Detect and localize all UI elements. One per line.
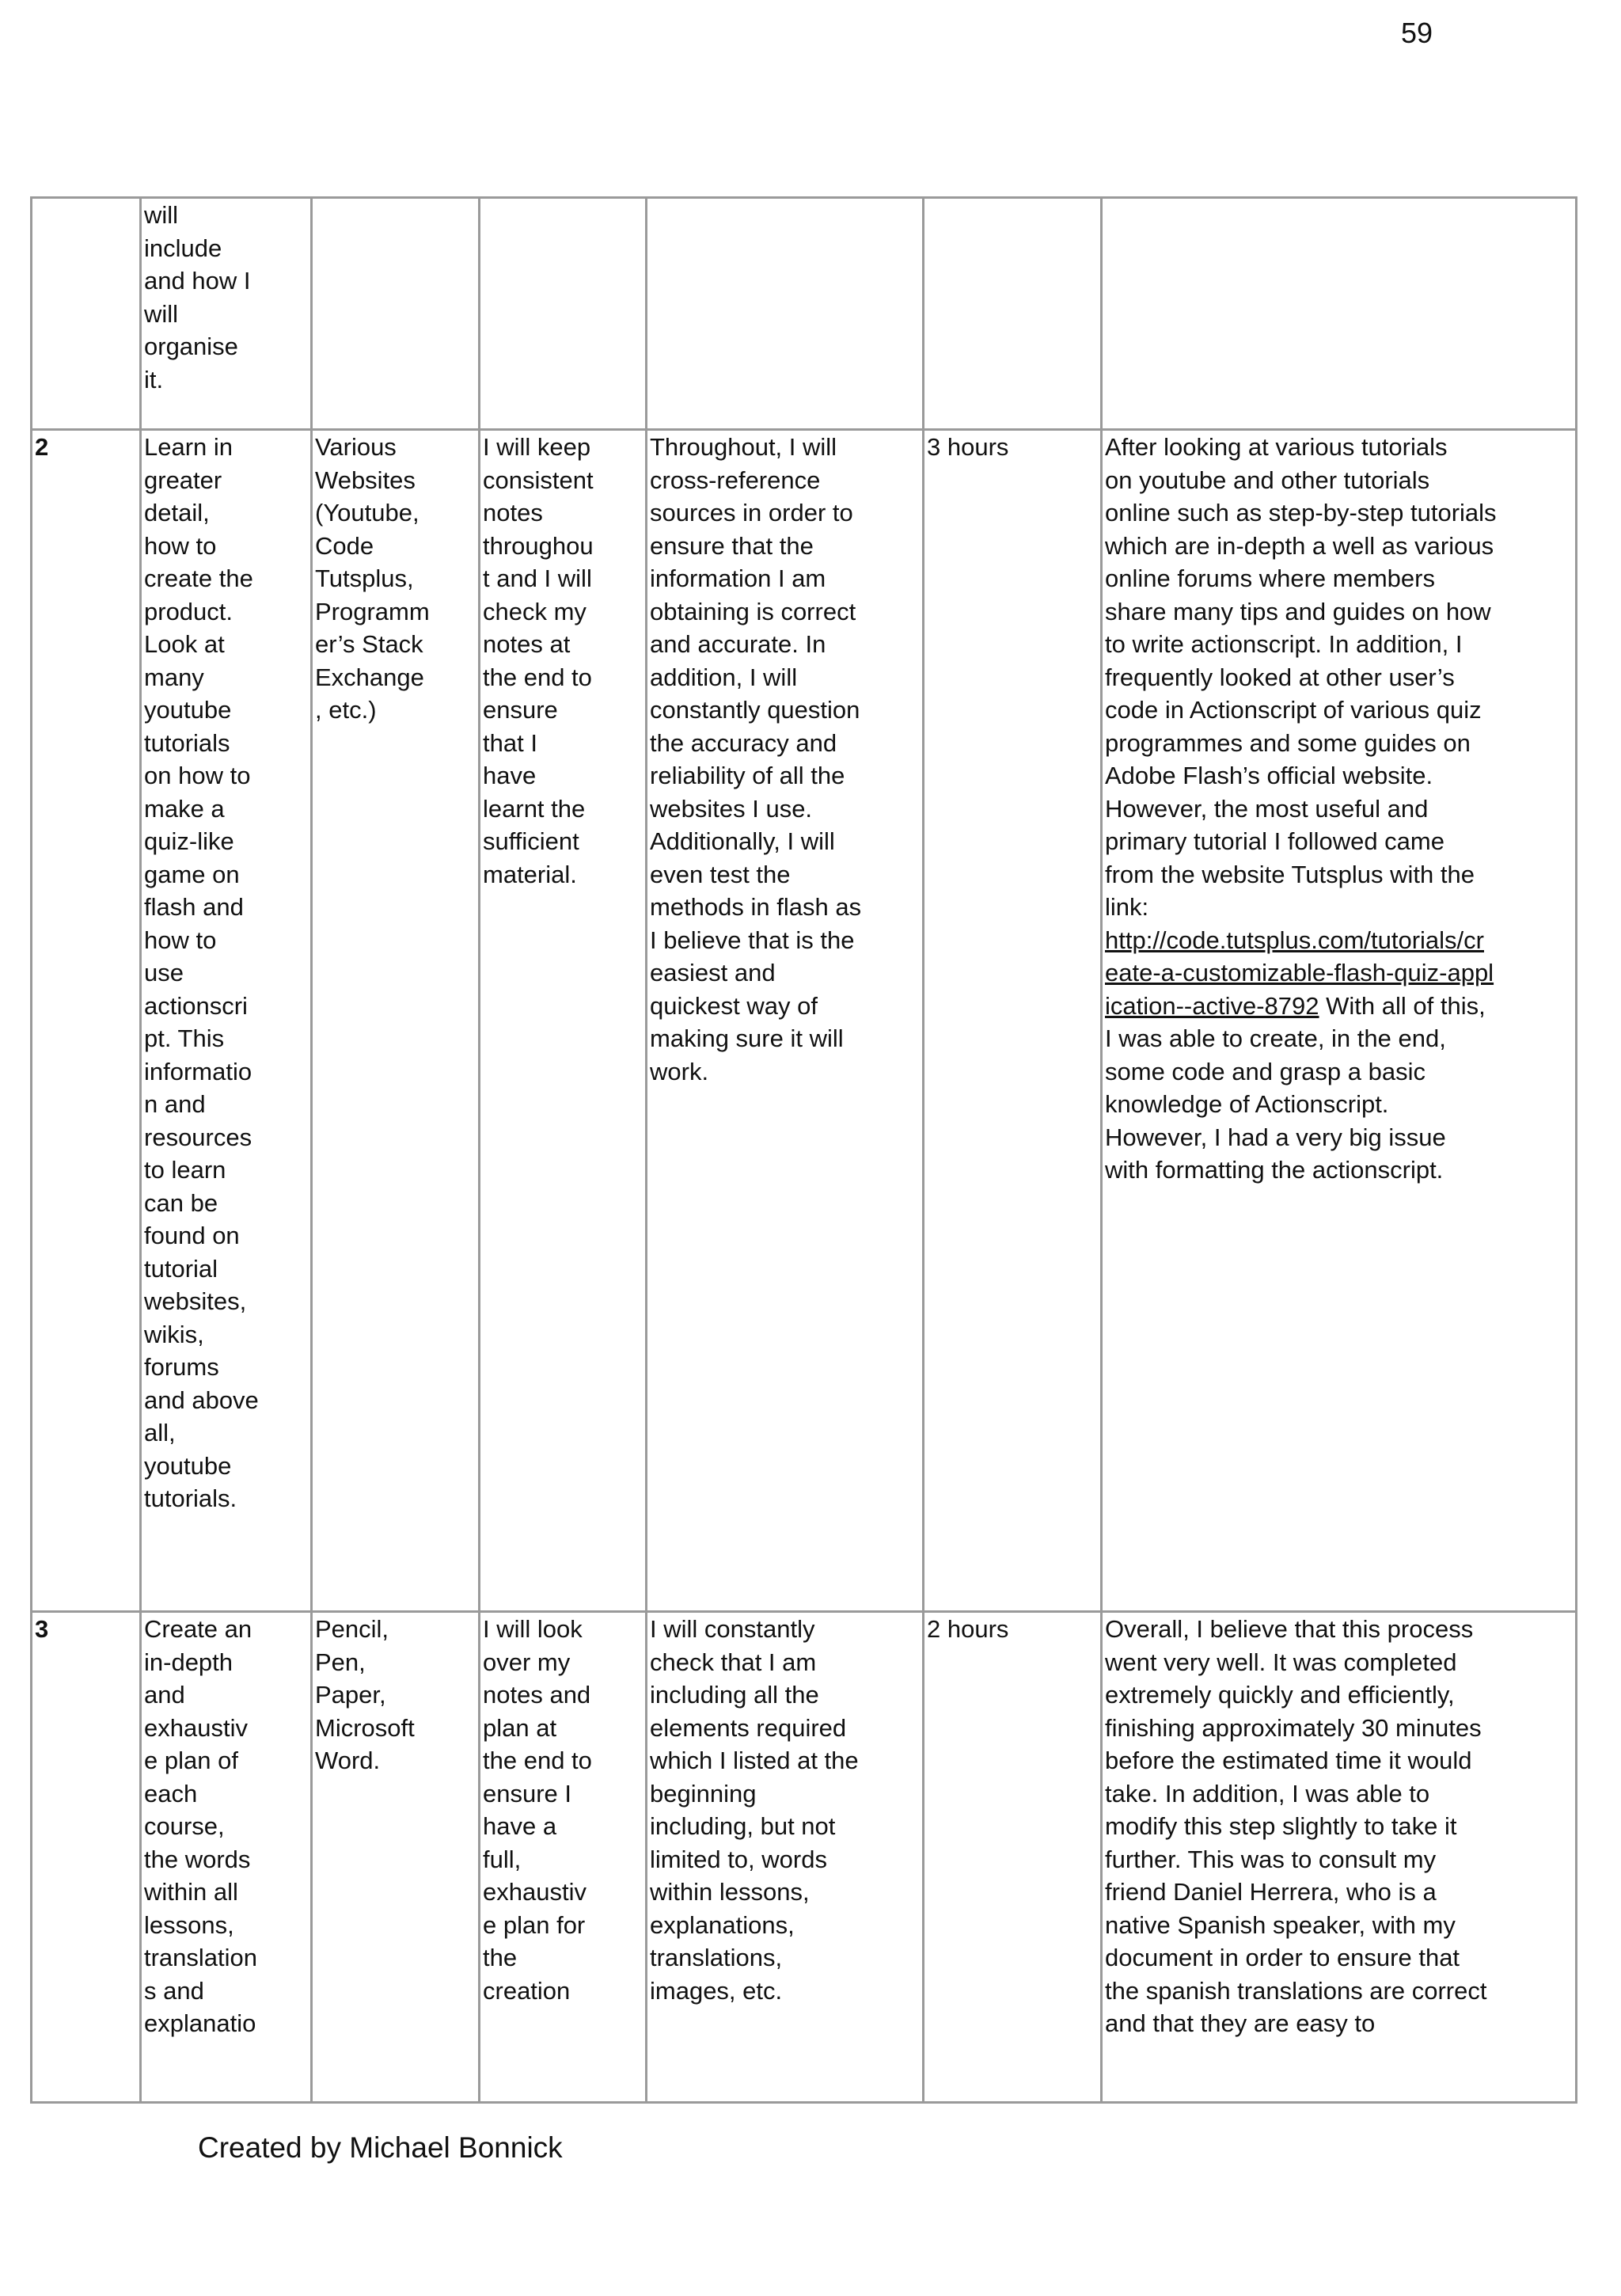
time-estimate: 2 hours [927, 1615, 1009, 1643]
checking-cell [480, 198, 647, 430]
quality-cell [647, 198, 924, 430]
checking-text: I will look over my notes and plan at the end to ensure I have a full, exhaustiv e plan for the creation [483, 1615, 592, 2005]
task-text: Create an in-depth and exhaustiv e plan of each course, the words within all lessons, translation s and explanatio [144, 1615, 258, 2037]
quality-cell [647, 430, 924, 1612]
task-text: will include and how I will organise it. [144, 201, 251, 393]
quality-cell [647, 1612, 924, 2103]
evaluation-cell [1102, 198, 1577, 430]
resources-cell [312, 1612, 480, 2103]
project-plan-table [30, 196, 1577, 2104]
checking-text: I will keep consistent notes throughou t and I will check my notes at the end to ensure that I have learnt the sufficient material. [483, 433, 594, 888]
table-row [32, 1612, 1577, 2103]
time-cell [924, 1612, 1102, 2103]
page-number: 59 [1401, 17, 1433, 49]
quality-text: Throughout, I will cross-reference sources in order to ensure that the information I am obtaining is correct and accurate. In addition, I will constantly question the accuracy and reliability of all the websites I use. Additionally, I will even test the methods in flash as I believe that is the easiest and quickest way of making sure it will work. [650, 433, 862, 1085]
resources-cell [312, 198, 480, 430]
table-row [32, 430, 1577, 1612]
step-number: 2 [35, 433, 49, 461]
evaluation-text: Overall, I believe that this process went very well. It was completed extremely quickly and efficiently, finishing approximately 30 minutes before the estimated time it would take. In addition, I was able to modify this step slightly to take it further. This was to consult my friend Daniel Herrera, who is a native Spanish speaker, with my document in order to ensure that the spanish translations are correct and that they are easy to [1105, 1615, 1487, 2037]
task-text: Learn in greater detail, how to create the product. Look at many youtube tutorials on how to make a quiz-like game on flash and how to use actionscri pt. This informatio n and resources to learn can be found on tutorial websites, wikis, forums and above all, youtube tutorials. [144, 433, 259, 1512]
task-cell [141, 1612, 312, 2103]
step-number-cell [32, 1612, 141, 2103]
time-cell [924, 430, 1102, 1612]
resources-text: Various Websites (Youtube, Code Tutsplus, Programm er’s Stack Exchange , etc.) [315, 433, 430, 724]
page-footer: Created by Michael Bonnick [198, 2131, 563, 2164]
quality-text: I will constantly check that I am including all the elements required which I listed at the beginning including, but not limited to, words within lessons, explanations, translations, images, etc. [650, 1615, 859, 2005]
tutorial-link[interactable]: http://code.tutsplus.com/tutorials/cr eate-a-customizable-flash-quiz-appl ication--active-8792 [1105, 926, 1494, 1020]
evaluation-cell [1102, 430, 1577, 1612]
step-number: 3 [35, 1615, 49, 1643]
task-cell [141, 430, 312, 1612]
evaluation-text: After looking at various tutorials on youtube and other tutorials online such as step-by-step tutorials which are in-depth a well as various online forums where members share many tips and guides on how to write actionscript. In addition, I frequently looked at other user’s code in Actionscript of various quiz programmes and some guides on Adobe Flash’s official website. However, the most useful and primary tutorial I followed came from the website Tutsplus with the link: http://code.tutsplus.com/tutorials/cr eate-a-customizable-flash-quiz-appl ication--active-8792 With all of this, I was able to create, in the end, some code and grasp a basic knowledge of Actionscript. However, I had a very big issue with formatting the actionscript. [1105, 433, 1497, 1184]
time-estimate: 3 hours [927, 433, 1009, 461]
resources-text: Pencil, Pen, Paper, Microsoft Word. [315, 1615, 415, 1774]
evaluation-cell [1102, 1612, 1577, 2103]
table-row [32, 198, 1577, 430]
task-cell [141, 198, 312, 430]
checking-cell [480, 430, 647, 1612]
time-cell [924, 198, 1102, 430]
checking-cell [480, 1612, 647, 2103]
resources-cell [312, 430, 480, 1612]
step-number-cell [32, 198, 141, 430]
step-number-cell [32, 430, 141, 1612]
